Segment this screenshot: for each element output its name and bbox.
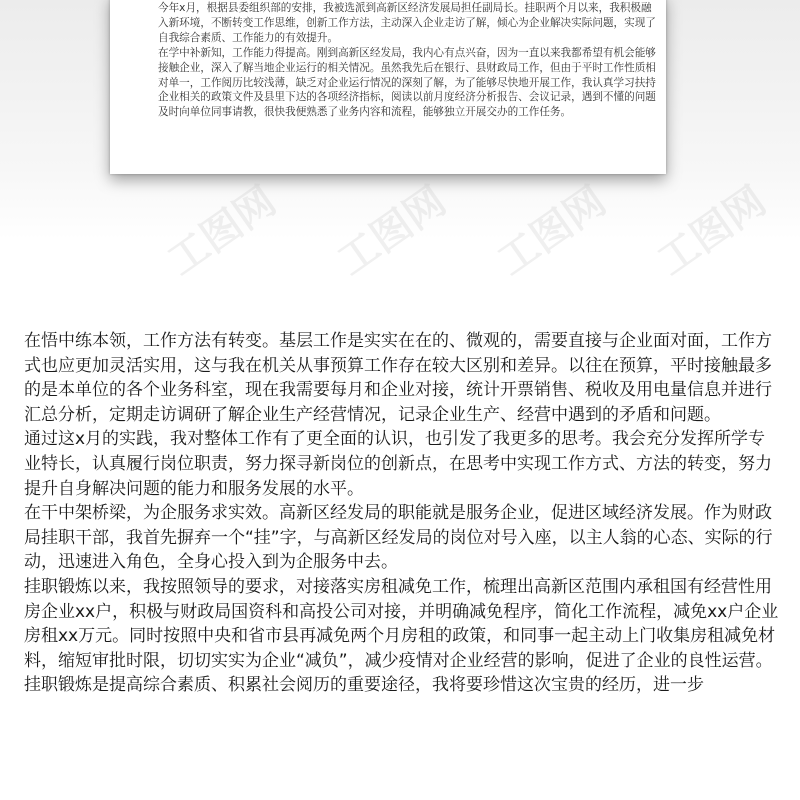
article-body bbox=[24, 329, 780, 698]
card-paragraph: 今年x月，根据县委组织部的安排，我被选派到高新区经济发展局担任副局长。挂职两个月以来，我积极融入新环境，不断转变工作思维，创新工作方法，主动深入企业走访了解，倾心为企业解决实际问题，实现了自我综合素质、工作能力的有效提升。 bbox=[158, 2, 656, 44]
card-paragraphs bbox=[158, 1, 658, 120]
document-preview-content bbox=[158, 0, 658, 120]
document-preview-card bbox=[110, 0, 666, 174]
card-paragraph: 在学中补新知，工作能力得提高。刚到高新区经发局，我内心有点兴奋，因为一直以来我都希望有机会能够接触企业，深入了解当地企业运行的相关情况。虽然我先后在银行、县财政局工作，但由于平时工作性质相对单一，工作阅历比较浅薄，缺乏对企业运行情况的深刻了解，为了能够尽快地开展工作，我认真学习扶持企业相关的政策文件及县里下达的各项经济指标，阅读以前月度经济分析报告、会议记录，遇到不懂的问题及时向单位同事请教，很快我便熟悉了业务内容和流程，能够独立开展交办的工作任务。 bbox=[158, 46, 656, 119]
body-paragraph: 挂职锻炼以来，我按照领导的要求，对接落实房租减免工作，梳理出高新区范围内承租国有经营性用房企业xx户，积极与财政局国资科和高投公司对接，并明确减免程序，简化工作流程，减免xx户企业房租xx万元。同时按照中央和省市县再减免两个月房租的政策，和同事一起主动上门收集房租减免材料，缩短审批时限，切切实实为企业“减负”，减少疫情对企业经营的影响，促进了企业的良性运营。 bbox=[24, 576, 779, 671]
body-paragraph: 通过这x月的实践，我对整体工作有了更全面的认识，也引发了我更多的思考。我会充分发挥所学专业特长，认真履行岗位职责，努力探寻新岗位的创新点，在思考中实现工作方式、方法的转变，努力提升自身解决问题的能力和服务发展的水平。 bbox=[24, 429, 772, 499]
body-paragraph: 在悟中练本领，工作方法有转变。基层工作是实实在在的、微观的，需要直接与企业面对面，工作方式也应更加灵活实用，这与我在机关从事预算工作存在较大区别和差异。以往在预算，平时接触最多的是本单位的各个业务科室，现在我需要每月和企业对接，统计开票销售、税收及用电量信息并进行汇总分析，定期走访调研了解企业生产经营情况，记录企业生产、经营中遇到的矛盾和问题。 bbox=[24, 331, 772, 425]
body-paragraph: 挂职锻炼是提高综合素质、积累社会阅历的重要途径，我将要珍惜这次宝贵的经历，进一步 bbox=[24, 675, 704, 696]
body-paragraph: 在干中架桥梁，为企服务求实效。高新区经发局的职能就是服务企业，促进区域经济发展。作为财政局挂职干部，我首先摒弃一个“挂”字，与高新区经发局的岗位对号入座，以主人翁的心态、实际的行动，迅速进入角色，全身心投入到为企服务中去。 bbox=[24, 503, 773, 573]
